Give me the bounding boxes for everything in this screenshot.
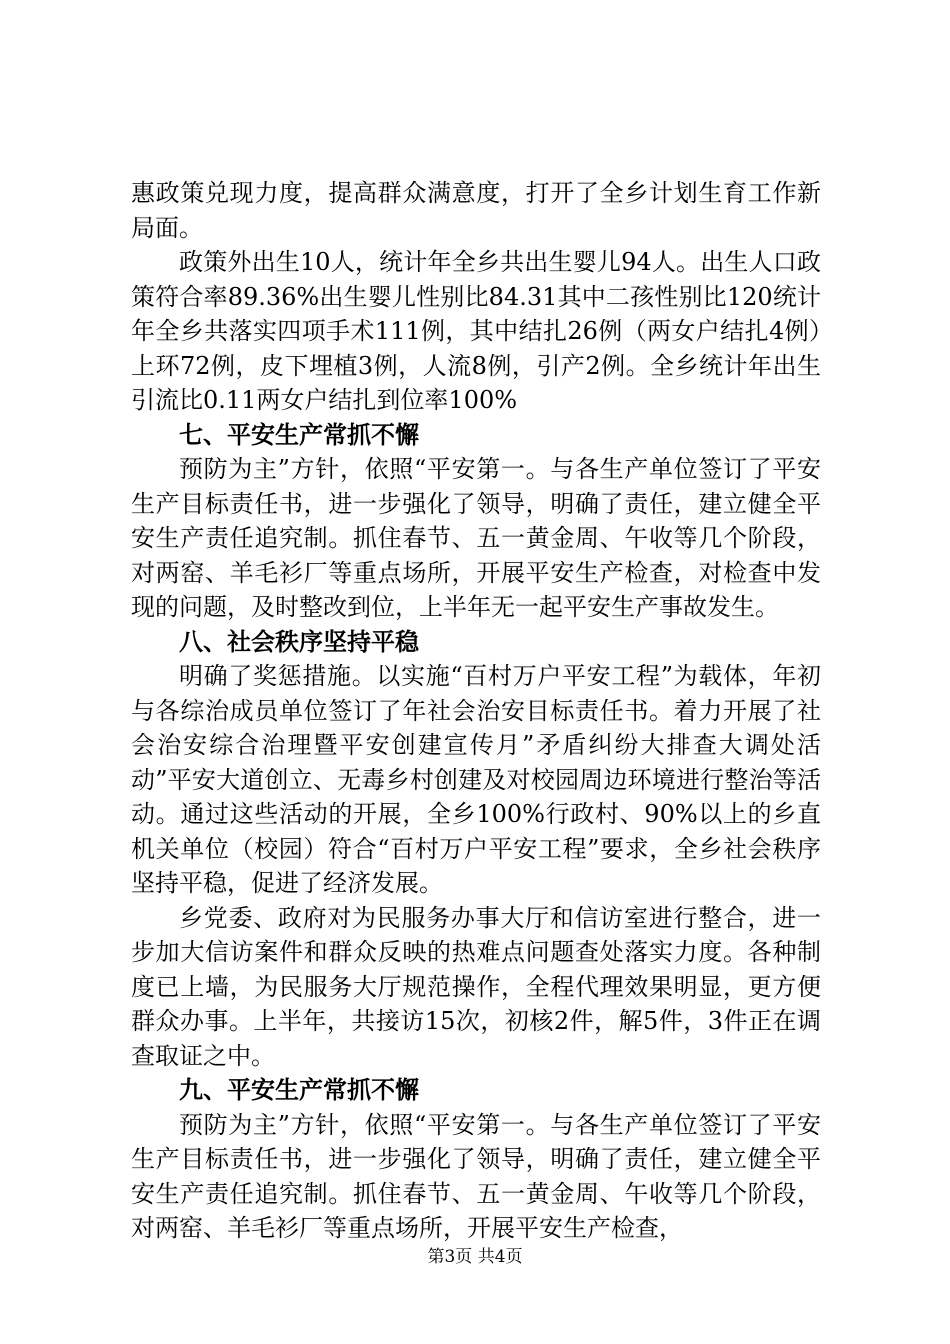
section-heading-7: 七、平安生产常抓不懈 — [179, 420, 419, 449]
paragraph-safety-production: 预防为主”方针，依照“平安第一。与各生产单位签订了平安生产目标责任书，进一步强化了领导，明确了责任，建立健全平安生产责任追究制。抓住春节、五一黄金周、午收等几个阶段，对两窑、羊毛衫厂等重点场所，开展平安生产检查，对检查中发现的问题，及时整改到位，上半年无一起平安生产事故发生。 — [131, 455, 821, 621]
section-heading-9: 九、平安生产常抓不懈 — [179, 1076, 419, 1104]
paragraph-petition-office: 乡党委、政府对为民服务办事大厅和信访室进行整合，进一步加大信访案件和群众反映的热难点问题查处落实力度。各种制度已上墙，为民服务大厅规范操作，全程代理效果明显，更方便群众办事。上半年，共接访15次，初核2件，解5件，3件正在调查取证之中。 — [131, 903, 821, 1070]
paragraph-social-order: 明确了奖惩措施。以实施“百村万户平安工程”为载体，年初与各综治成员单位签订了年社会治安目标责任书。着力开展了社会治安综合治理暨平安创建宣传月”矛盾纠纷大排查大调处活动”平安大道创立、无毒乡村创建及对校园周边环境进行整治等活动。通过这些活动的开展，全乡100%行政村、90%以上的乡直机关单位（校园）符合“百村万户平安工程”要求，全乡社会秩序坚持平稳，促进了经济发展。 — [131, 662, 821, 897]
paragraph-safety-production-repeat: 预防为主”方针，依照“平安第一。与各生产单位签订了平安生产目标责任书，进一步强化了领导，明确了责任，建立健全平安生产责任追究制。抓住春节、五一黄金周、午收等几个阶段，对两窑、羊毛衫厂等重点场所，开展平安生产检查， — [131, 1110, 821, 1242]
document-body — [131, 176, 821, 1246]
section-heading-8: 八、社会秩序坚持平稳 — [179, 627, 419, 656]
page-footer: 第3页 共4页 — [427, 1247, 523, 1267]
paragraph-continuation: 惠政策兑现力度，提高群众满意度，打开了全乡计划生育工作新局面。 — [131, 179, 821, 242]
paragraph-birth-statistics: 政策外出生10人，统计年全乡共出生婴儿94人。出生人口政策符合率89.36%出生婴儿性别比84.31其中二孩性别比120统计年全乡共落实四项手术111例，其中结扎26例（两女户结扎4例）上环72例，皮下埋植3例，人流8例，引产2例。全乡统计年出生引流比0.11两女户结扎到位率100% — [131, 248, 821, 414]
